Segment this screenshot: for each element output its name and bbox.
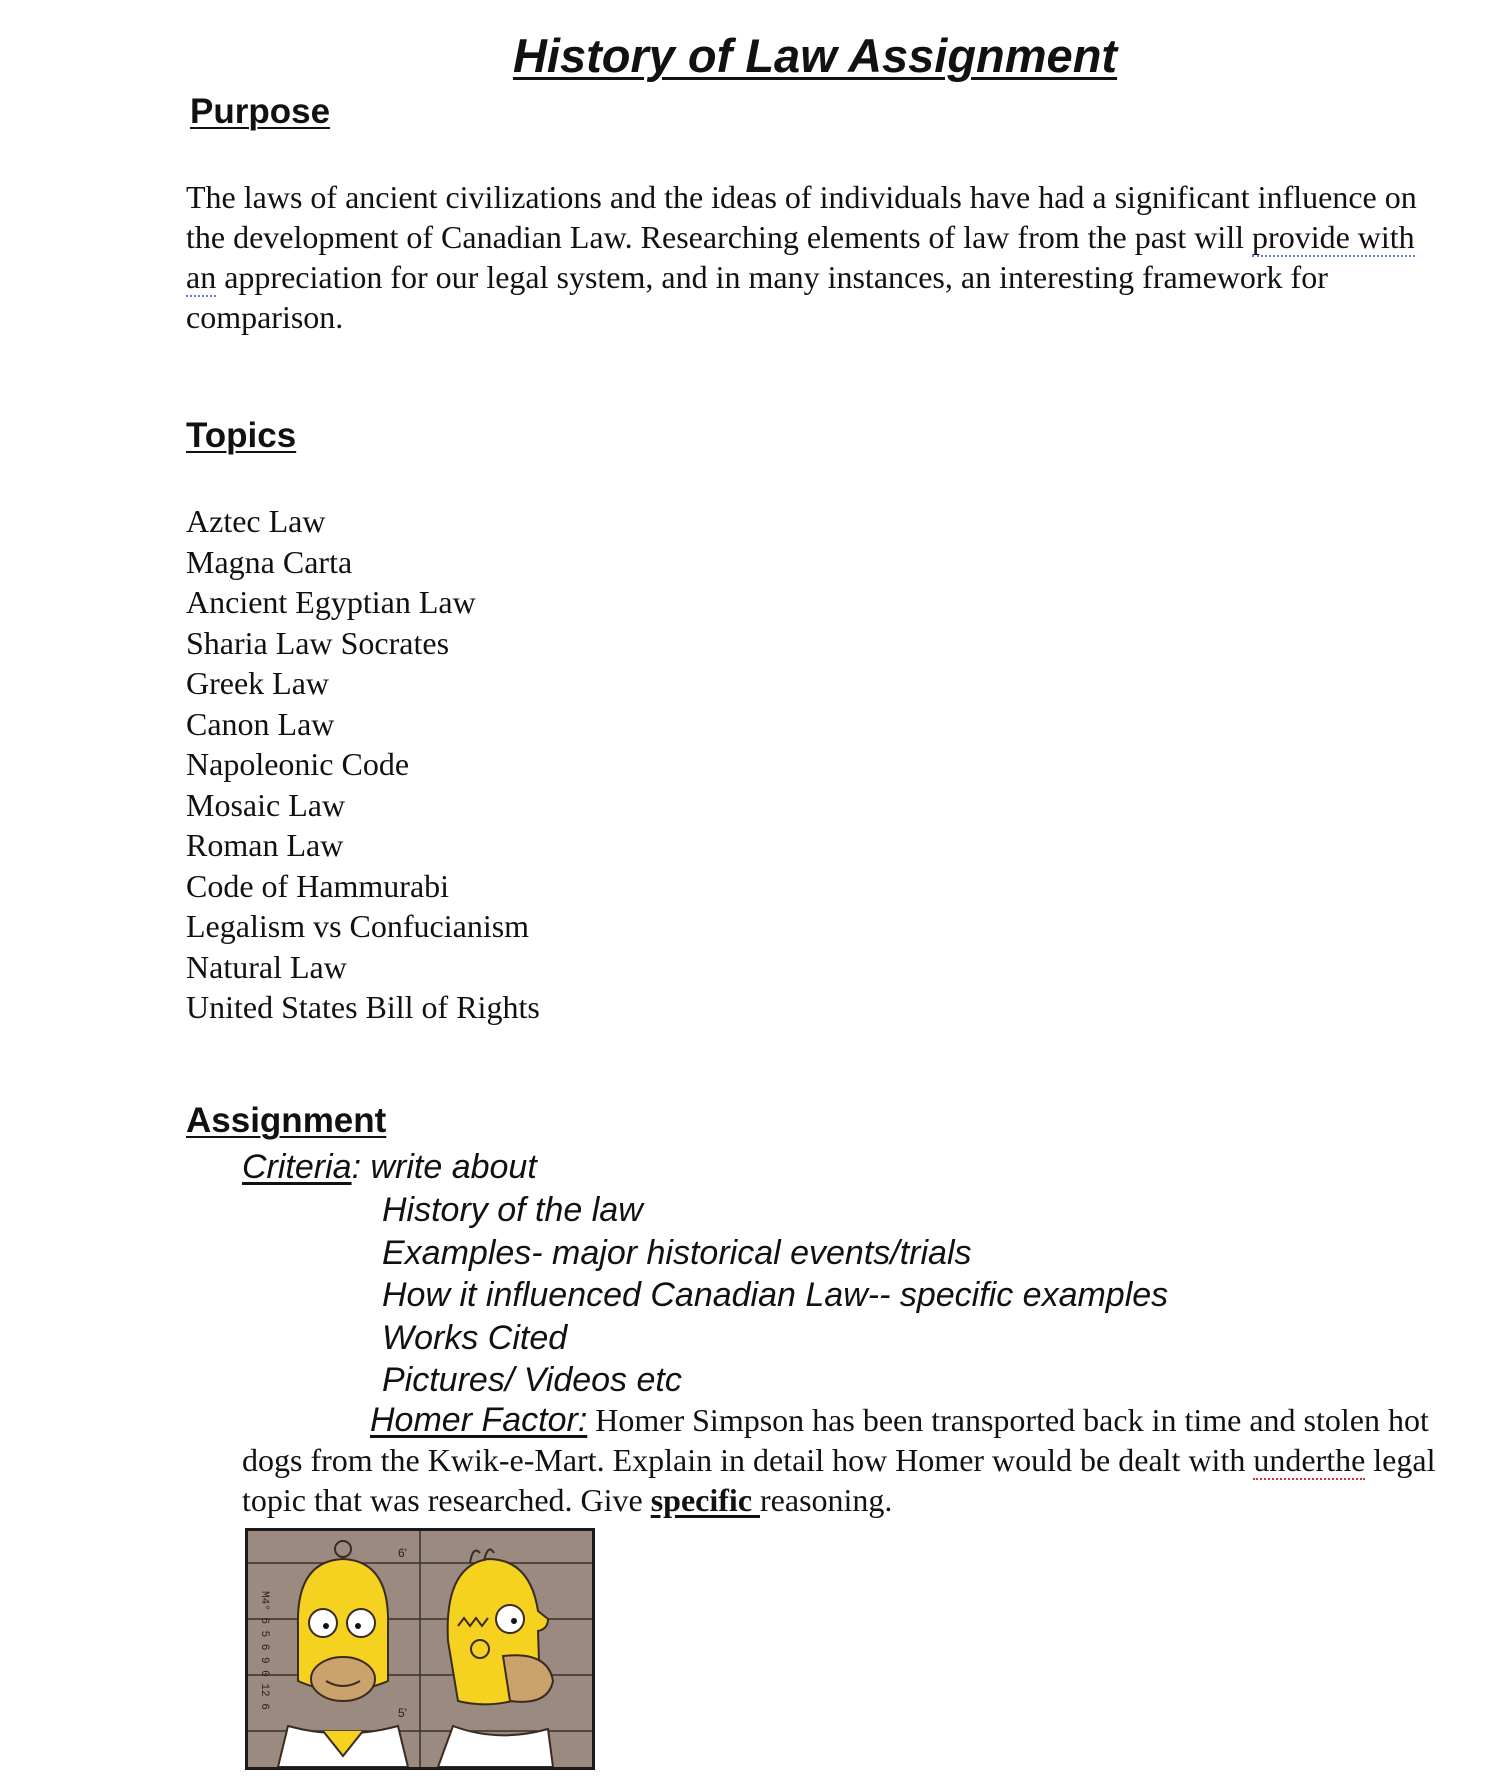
criteria-item: History of the law [382,1191,643,1229]
assignment-heading: Assignment [186,1101,387,1140]
mugshot-side-text: M4° 6 5 6 9 0 12 6 [258,1591,270,1710]
topic-item: Ancient Egyptian Law [186,584,476,620]
criteria-list [382,1189,1168,1402]
topic-item: Legalism vs Confucianism [186,908,530,944]
homer-text-bold: specific [650,1482,761,1518]
homer-text-3: reasoning. [760,1482,893,1518]
criteria-label: Criteria [242,1148,352,1186]
topic-item: Mosaic Law [186,786,346,823]
purpose-paragraph [186,177,1446,337]
purpose-heading: Purpose [190,92,331,131]
topics-heading: Topics [186,416,297,455]
criteria-item: Works Cited [382,1318,568,1357]
topic-item: Aztec Law [186,503,326,539]
topic-item: Roman Law [186,827,344,863]
purpose-text-start: The laws of ancient civilizations and the ideas of individuals have had a significant influence on the development of Canadian Law. Researching elements of law from the past will [186,179,1417,255]
homer-text-flagged: underthe [1253,1442,1366,1478]
height-mark-top: 6' [398,1546,407,1560]
criteria-suffix: : write about [351,1148,537,1186]
topic-item: Magna Carta [186,543,353,580]
mugshot-illustration [248,1531,592,1767]
topic-item: Natural Law [186,948,347,985]
topics-list [186,501,540,1028]
topic-item: United States Bill of Rights [186,989,540,1025]
criteria-line [242,1148,537,1187]
purpose-text-flagged: provide with an [186,219,1415,295]
homer-factor-label: Homer Factor: [370,1401,588,1439]
purpose-text-end: appreciation for our legal system, and in many instances, an interesting framework for comparison. [186,259,1328,335]
homer-text-2: legal topic that was researched. Give [242,1442,1436,1518]
homer-mugshot-image [245,1528,595,1770]
topic-item: Code of Hammurabi [186,867,450,904]
height-mark-bottom: 5' [398,1706,407,1720]
criteria-item: How it influenced Canadian Law-- specific examples [382,1276,1169,1314]
criteria-item: Examples- major historical events/trials [382,1233,972,1272]
document-title: History of Law Assignment [512,29,1118,82]
topic-item: Greek Law [186,665,330,701]
homer-factor-paragraph [242,1400,1482,1520]
topic-item: Sharia Law Socrates [186,624,450,661]
topic-item: Napoleonic Code [186,746,410,782]
homer-text-1: Homer Simpson has been transported back in time and stolen hot dogs from the Kwik-e-Mart. Explain in detail how Homer would be dealt with [242,1402,1429,1478]
criteria-item: Pictures/ Videos etc [382,1361,682,1399]
topic-item: Canon Law [186,705,335,742]
